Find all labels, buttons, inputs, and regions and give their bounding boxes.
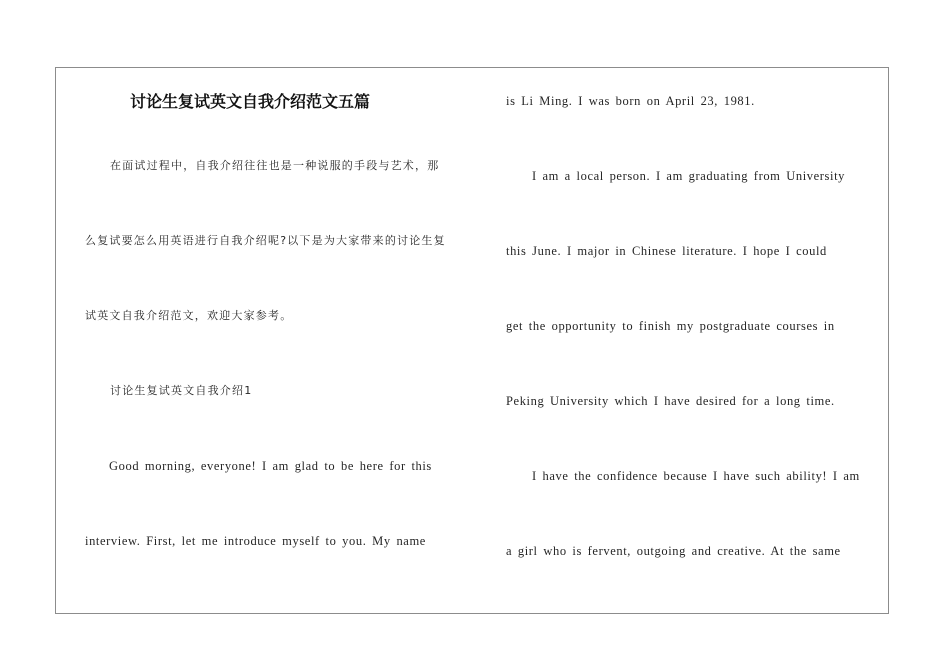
section-heading: 讨论生复试英文自我介绍1 [110,384,253,397]
paragraph-line: 在面试过程中，自我介绍往往也是一种说服的手段与艺术，那 [110,159,440,172]
paragraph-line: is Li Ming. I was born on April 23, 1981. [506,94,755,108]
document-title: 讨论生复试英文自我介绍范文五篇 [130,92,371,111]
paragraph-line: get the opportunity to finish my postgraduate courses in [506,319,835,333]
paragraph-line: this June. I major in Chinese literature. I hope I could [506,244,827,258]
paragraph-line: 么复试要怎么用英语进行自我介绍呢?以下是为大家带来的讨论生复 [85,234,446,247]
paragraph-line: interview. First, let me introduce myself to you. My name [85,534,426,548]
page-border [55,67,889,614]
paragraph-line: Peking University which I have desired for a long time. [506,394,835,408]
paragraph-line: a girl who is fervent, outgoing and creative. At the same [506,544,841,558]
paragraph-line: 试英文自我介绍范文，欢迎大家参考。 [85,309,293,322]
paragraph-line: I am a local person. I am graduating from University [532,169,846,183]
paragraph-line: I have the confidence because I have such ability! I am [532,469,860,483]
paragraph-line: Good morning, everyone! I am glad to be here for this [109,459,432,473]
